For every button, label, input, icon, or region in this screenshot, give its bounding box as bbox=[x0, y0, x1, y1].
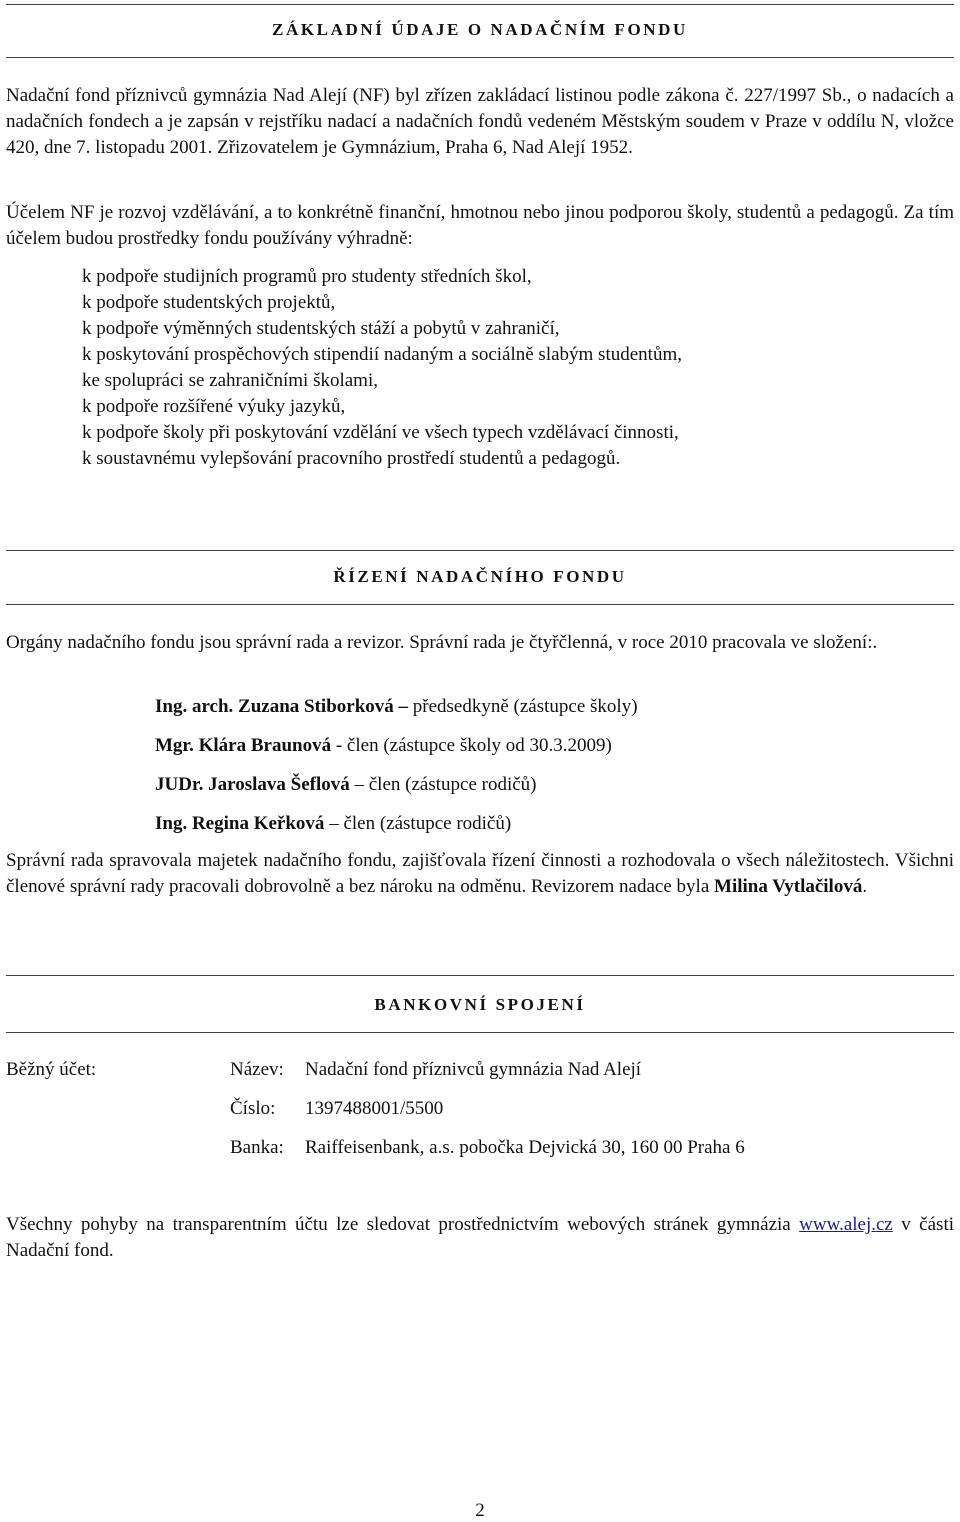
list-item: k podpoře rozšířené výuky jazyků, bbox=[82, 396, 346, 417]
page-number: 2 bbox=[475, 1500, 485, 1521]
top-rule bbox=[6, 4, 954, 5]
member-role: - člen (zástupce školy od 30.3.2009) bbox=[331, 735, 612, 756]
list-item: k podpoře školy při poskytování vzdělání ve všech typech vzdělávací činnosti, bbox=[82, 422, 679, 443]
bank-row-value: Nadační fond příznivců gymnázia Nad Alejí bbox=[305, 1059, 642, 1080]
member-role: předsedkyně (zástupce školy) bbox=[408, 696, 638, 717]
bank-row-value: Raiffeisenbank, a.s. pobočka Dejvická 30, 160 00 Praha 6 bbox=[305, 1137, 745, 1158]
purpose-list bbox=[82, 264, 954, 472]
transparent-account-note bbox=[6, 1212, 954, 1264]
member-role: – člen (zástupce rodičů) bbox=[349, 774, 537, 795]
note-text: Všechny pohyby na transparentním účtu lze sledovat prostřednictvím webových stránek gymnázia bbox=[6, 1214, 800, 1235]
section-heading-management: ŘÍZENÍ NADAČNÍHO FONDU bbox=[333, 567, 627, 586]
board-member bbox=[155, 772, 537, 798]
board-activity-end: . bbox=[862, 876, 868, 897]
auditor-name: Milina Vytlačilová bbox=[714, 876, 863, 897]
list-item: k poskytování prospěchových stipendií nadaným a sociálně slabým studentům, bbox=[82, 344, 682, 365]
board-member bbox=[155, 694, 638, 720]
note-end: v části Nadační fond. bbox=[6, 1214, 955, 1261]
board-member bbox=[155, 811, 511, 837]
list-item: k podpoře studentských projektů, bbox=[82, 292, 336, 313]
bank-row bbox=[230, 1057, 641, 1083]
list-item: k soustavnému vylepšování pracovního prostředí studentů a pedagogů. bbox=[82, 448, 621, 469]
board-activity-text: Správní rada spravovala majetek nadačního fondu, zajišťovala řízení činnosti a rozhodovala o všech náležitostech. Všichni členové správní rady pracovali dobrovolně a bez nároku na odměnu. Revizorem nadace byla bbox=[6, 850, 954, 897]
member-role: – člen (zástupce rodičů) bbox=[324, 813, 512, 834]
bank-row-key: Banka: bbox=[230, 1137, 284, 1158]
member-name: Ing. arch. Zuzana Stiborková – bbox=[155, 696, 409, 717]
bank-row-value: 1397488001/5500 bbox=[305, 1098, 444, 1119]
list-item: ke spolupráci se zahraničními školami, bbox=[82, 370, 378, 391]
bank-row bbox=[230, 1096, 443, 1122]
list-item: k podpoře studijních programů pro studenty středních škol, bbox=[82, 266, 532, 287]
account-label: Běžný účet: bbox=[6, 1059, 97, 1080]
member-name: Mgr. Klára Braunová bbox=[155, 735, 332, 756]
member-name: Ing. Regina Keřková bbox=[155, 813, 325, 834]
section-rule bbox=[6, 550, 954, 551]
board-member bbox=[155, 733, 612, 759]
website-link[interactable]: www.alej.cz bbox=[799, 1214, 893, 1235]
bank-row-key: Název: bbox=[230, 1059, 284, 1080]
section-heading-bank: BANKOVNÍ SPOJENÍ bbox=[374, 995, 586, 1014]
bank-row-key: Číslo: bbox=[230, 1098, 276, 1119]
bank-row bbox=[230, 1135, 745, 1161]
heading-rule bbox=[6, 604, 954, 605]
heading-rule bbox=[6, 57, 954, 58]
founding-paragraph: Nadační fond příznivců gymnázia Nad Alejí (NF) byl zřízen zakládací listinou podle zákona č. 227/1997 Sb., o nadacích a nadačních fondech a je zapsán v rejstříku nadací a nadačních fondů vedeném Městským soudem v Praze v oddílu N, vložce 420, dne 7. listopadu 2001. Zřizovatelem je Gymnázium, Praha 6, Nad Alejí 1952. bbox=[6, 85, 954, 158]
section-rule bbox=[6, 975, 954, 976]
member-name: JUDr. Jaroslava Šeflová bbox=[155, 774, 350, 795]
purpose-paragraph: Účelem NF je rozvoj vzdělávání, a to konkrétně finanční, hmotnou nebo jinou podporou školy, studentů a pedagogů. Za tím účelem budou prostředky fondu používány výhradně: bbox=[6, 202, 954, 249]
section-heading-basic-info: ZÁKLADNÍ ÚDAJE O NADAČNÍM FONDU bbox=[272, 20, 688, 39]
board-activity-paragraph bbox=[6, 848, 954, 900]
list-item: k podpoře výměnných studentských stáží a pobytů v zahraničí, bbox=[82, 318, 560, 339]
heading-rule bbox=[6, 1032, 954, 1033]
bodies-paragraph: Orgány nadačního fondu jsou správní rada a revizor. Správní rada je čtyřčlenná, v roce 2010 pracovala ve složení:. bbox=[6, 632, 878, 653]
